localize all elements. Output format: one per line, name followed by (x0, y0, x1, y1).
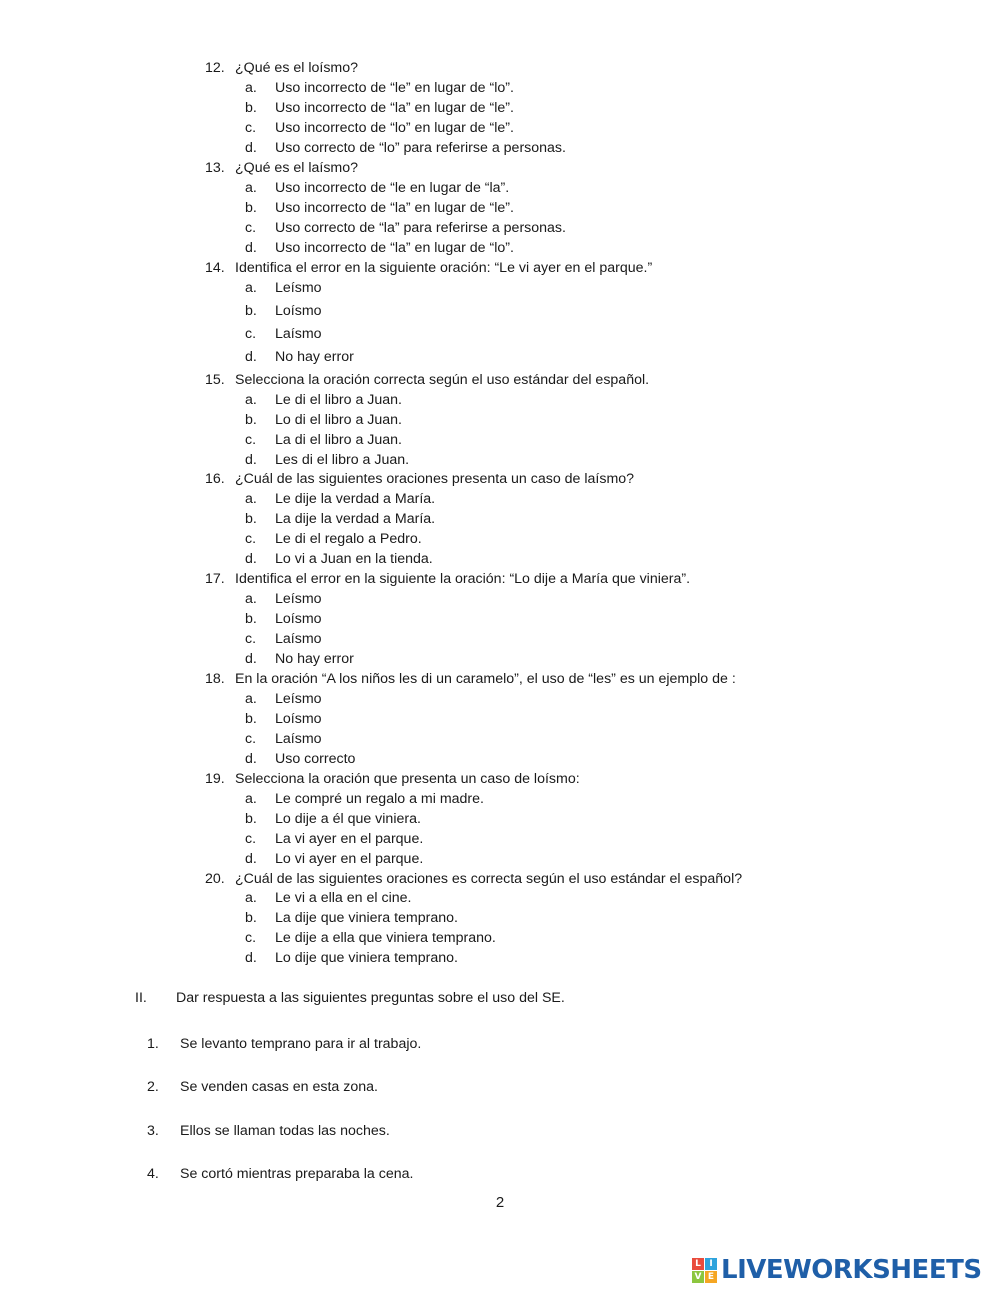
option-letter: b. (245, 511, 257, 527)
option-letter: d. (245, 140, 257, 156)
exercise-item (147, 1164, 413, 1184)
option-letter: b. (245, 200, 257, 216)
option (245, 450, 409, 470)
question-number: 18. (205, 671, 225, 687)
option (245, 198, 514, 218)
option-text: Uso incorrecto de “la” en lugar de “le”. (275, 100, 514, 116)
question-text: ¿Qué es el laísmo? (235, 160, 359, 176)
option (245, 324, 322, 344)
option (245, 649, 354, 669)
option (245, 729, 322, 749)
question-12 (205, 58, 358, 78)
question-17 (205, 569, 690, 589)
option (245, 549, 433, 569)
option-letter: b. (245, 811, 257, 827)
option-text: Loísmo (275, 611, 322, 627)
option-text: Laísmo (275, 631, 322, 647)
option (245, 888, 411, 908)
option-letter: c. (245, 631, 257, 647)
question-text: ¿Cuál de las siguientes oraciones presenta un caso de laísmo? (235, 471, 635, 487)
option-letter: a. (245, 691, 257, 707)
option-letter: b. (245, 910, 257, 926)
exercise-item (147, 1121, 390, 1141)
question-number: 16. (205, 471, 225, 487)
option-letter: a. (245, 180, 257, 196)
option-letter: a. (245, 591, 257, 607)
option-text: Le vi a ella en el cine. (275, 890, 412, 906)
question-text: Identifica el error en la siguiente oración: “Le vi ayer en el parque.” (235, 260, 653, 276)
option (245, 278, 322, 298)
liveworksheets-logo (692, 1255, 982, 1285)
option-text: Uso incorrecto de “le en lugar de “la”. (275, 180, 510, 196)
option (245, 98, 514, 118)
question-13 (205, 158, 358, 178)
option (245, 218, 566, 238)
option (245, 809, 421, 829)
logo-mark-tile: E (705, 1271, 717, 1283)
option (245, 849, 423, 869)
option-letter: d. (245, 851, 257, 867)
option-letter: a. (245, 80, 257, 96)
option-text: Loísmo (275, 711, 322, 727)
logo-text: LIVEWORKSHEETS (721, 1255, 982, 1285)
logo-mark-tile: V (692, 1271, 704, 1283)
question-text: ¿Qué es el loísmo? (235, 60, 359, 76)
option-text: La di el libro a Juan. (275, 432, 402, 448)
option-text: Uso correcto de “la” para referirse a personas. (275, 220, 566, 236)
option (245, 410, 402, 430)
option-letter: b. (245, 711, 257, 727)
option-text: Uso incorrecto de “lo” en lugar de “le”. (275, 120, 514, 136)
exercise-number: 2. (147, 1079, 159, 1095)
option-text: Leísmo (275, 691, 322, 707)
option-text: Leísmo (275, 591, 322, 607)
option-letter: d. (245, 349, 257, 365)
option-text: Lo dije que viniera temprano. (275, 950, 458, 966)
option (245, 138, 566, 158)
question-number: 15. (205, 372, 225, 388)
option-letter: c. (245, 326, 257, 342)
exercise-text: Ellos se llaman todas las noches. (180, 1123, 390, 1139)
option-letter: a. (245, 392, 257, 408)
option-letter: c. (245, 531, 257, 547)
option (245, 430, 402, 450)
option-text: Lo vi a Juan en la tienda. (275, 551, 433, 567)
option (245, 829, 423, 849)
option-letter: c. (245, 120, 257, 136)
option (245, 709, 322, 729)
option-text: Le di el regalo a Pedro. (275, 531, 422, 547)
option-letter: c. (245, 930, 257, 946)
option (245, 489, 435, 509)
question-14 (205, 258, 652, 278)
option-text: Le compré un regalo a mi madre. (275, 791, 484, 807)
option-text: Laísmo (275, 731, 322, 747)
question-number: 14. (205, 260, 225, 276)
option-text: Le di el libro a Juan. (275, 392, 402, 408)
question-number: 17. (205, 571, 225, 587)
option-letter: d. (245, 452, 257, 468)
exercise-item (147, 1077, 378, 1097)
option-text: La dije la verdad a María. (275, 511, 436, 527)
logo-mark-tile: I (705, 1258, 717, 1270)
option-letter: c. (245, 831, 257, 847)
option (245, 609, 322, 629)
option-letter: b. (245, 303, 257, 319)
question-19 (205, 769, 580, 789)
option (245, 238, 514, 258)
option (245, 390, 402, 410)
option-text: Uso incorrecto de “la” en lugar de “lo”. (275, 240, 514, 256)
option (245, 689, 322, 709)
option-letter: a. (245, 791, 257, 807)
question-16 (205, 469, 634, 489)
option-text: Uso correcto (275, 751, 356, 767)
option-letter: d. (245, 240, 257, 256)
exercise-number: 3. (147, 1123, 159, 1139)
option (245, 789, 484, 809)
question-15 (205, 370, 649, 390)
exercise-number: 4. (147, 1166, 159, 1182)
question-text: En la oración “A los niños les di un caramelo”, el uso de “les” es un ejemplo de : (235, 671, 736, 687)
option (245, 509, 435, 529)
section-heading (135, 988, 565, 1008)
option-text: Les di el libro a Juan. (275, 452, 410, 468)
option-text: Laísmo (275, 326, 322, 342)
exercise-text: Se cortó mientras preparaba la cena. (180, 1166, 414, 1182)
question-text: ¿Cuál de las siguientes oraciones es correcta según el uso estándar el español? (235, 871, 743, 887)
option (245, 78, 514, 98)
option-text: Lo dije a él que viniera. (275, 811, 421, 827)
option (245, 118, 514, 138)
question-number: 20. (205, 871, 225, 887)
option-text: No hay error (275, 651, 354, 667)
option-text: Uso correcto de “lo” para referirse a personas. (275, 140, 566, 156)
option-text: Loísmo (275, 303, 322, 319)
option (245, 908, 458, 928)
option-letter: c. (245, 432, 257, 448)
option (245, 749, 355, 769)
option-letter: b. (245, 611, 257, 627)
option (245, 529, 422, 549)
option-letter: b. (245, 412, 257, 428)
exercise-item (147, 1034, 421, 1054)
option-letter: c. (245, 220, 257, 236)
question-18 (205, 669, 736, 689)
question-number: 19. (205, 771, 225, 787)
option-text: Lo vi ayer en el parque. (275, 851, 424, 867)
option-letter: a. (245, 890, 257, 906)
option-letter: d. (245, 551, 257, 567)
logo-mark-tile: L (692, 1258, 704, 1270)
option-text: Le dije a ella que viniera temprano. (275, 930, 496, 946)
question-number: 12. (205, 60, 225, 76)
option (245, 928, 496, 948)
logo-mark-icon (692, 1258, 717, 1283)
option (245, 347, 354, 367)
question-text: Selecciona la oración correcta según el uso estándar del español. (235, 372, 650, 388)
option-text: Le dije la verdad a María. (275, 491, 436, 507)
option-letter: b. (245, 100, 257, 116)
exercise-text: Se levanto temprano para ir al trabajo. (180, 1036, 422, 1052)
section-numeral: II. (135, 990, 147, 1006)
question-20 (205, 869, 742, 889)
option-letter: d. (245, 751, 257, 767)
option-text: La vi ayer en el parque. (275, 831, 424, 847)
option (245, 948, 458, 968)
option-letter: c. (245, 731, 257, 747)
question-text: Selecciona la oración que presenta un caso de loísmo: (235, 771, 580, 787)
page-number: 2 (495, 1194, 505, 1211)
option-letter: a. (245, 280, 257, 296)
option (245, 589, 322, 609)
question-number: 13. (205, 160, 225, 176)
exercise-number: 1. (147, 1036, 159, 1052)
option (245, 629, 322, 649)
option-text: No hay error (275, 349, 354, 365)
option-text: Uso incorrecto de “la” en lugar de “le”. (275, 200, 514, 216)
option-text: Leísmo (275, 280, 322, 296)
option (245, 301, 322, 321)
option-text: Uso incorrecto de “le” en lugar de “lo”. (275, 80, 514, 96)
option-letter: d. (245, 651, 257, 667)
option-letter: a. (245, 491, 257, 507)
option (245, 178, 509, 198)
exercise-text: Se venden casas en esta zona. (180, 1079, 378, 1095)
option-letter: d. (245, 950, 257, 966)
section-title: Dar respuesta a las siguientes preguntas sobre el uso del SE. (176, 990, 565, 1006)
question-text: Identifica el error en la siguiente la oración: “Lo dije a María que viniera”. (235, 571, 691, 587)
option-text: Lo di el libro a Juan. (275, 412, 402, 428)
option-text: La dije que viniera temprano. (275, 910, 458, 926)
